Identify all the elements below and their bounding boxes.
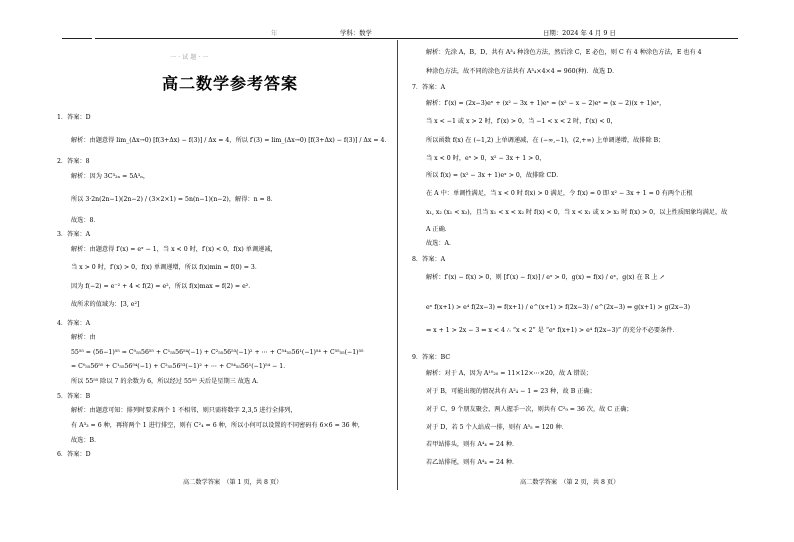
header-date: 日期：2024 年 4 月 9 日 — [543, 29, 616, 37]
q2-answer: 2．答案：8 — [57, 158, 90, 165]
header-faded-text: 年 — [175, 29, 278, 37]
faded-top-text: 一 · 试 题 · 一 — [170, 54, 209, 61]
q7-conclusion: 故选：A． — [426, 240, 456, 247]
q7-solution-line1: 解析：f′(x) = (2x−3)eˣ + (x² − 3x + 1)eˣ = (x² − x − 2)eˣ = (x − 2)(x + 1)eˣ， — [426, 100, 666, 107]
q7-solution-line7: x₁, x₂ (x₁ < x₂)，且当 x₁ < x < x₂ 时 f(x) < 0，当 x < x₁ 或 x > x₂ 时 f(x) > 0，以上性质图象均满足，故 — [426, 209, 728, 216]
q8-solution-line3: ⇔ x + 1 > 2x − 3 ⇔ x < 4 ∴ “x < 2” 是 “eˣ f(x+1) > e⁴ f(2x−3)” 的充分不必要条件． — [426, 327, 679, 334]
q7-solution-line8: A 正确． — [426, 226, 451, 233]
q8-solution-line2: eˣ f(x+1) > e⁴ f(2x−3) ⇔ f(x+1) / e^(x+1) > f(2x−3) / e^(2x−3) ⇔ g(x+1) > g(2x−3) — [426, 304, 691, 311]
q3-answer: 3．答案：A — [57, 231, 91, 238]
page-divider — [397, 40, 398, 490]
header-subject: 学科：数学 — [340, 29, 372, 37]
q9-answer: 9．答案：BC — [412, 354, 451, 361]
q3-solution-line2: 当 x > 0 时，f′(x) > 0，f(x) 单调递增，所以 f(x)min = f(0) = 3． — [71, 264, 262, 271]
q8-answer: 8．答案：A — [412, 256, 446, 263]
q4-solution-line3: = C⁰₅₅56⁵⁵ + C¹₅₅56⁵⁴(−1) + C²₅₅56⁵³(−1)² + ⋯ + C⁵⁴₅₅56¹(−1)⁵⁴ − 1． — [71, 363, 290, 370]
q2-conclusion: 故选：8． — [71, 217, 100, 224]
q5-answer: 5．答案：B — [57, 393, 91, 400]
page-title: 高二数学参考答案 — [162, 74, 299, 93]
q2-solution-line2: 所以 3·2n(2n−1)(2n−2) / (3×2×1) = 5n(n−1)(n−2)，解得：n = 8． — [71, 196, 277, 203]
q9-solution-d: 对于 D，若 5 个人站成一排，则有 A⁵₅ = 120 种． — [426, 424, 568, 431]
q3-solution-line1: 解析：由题意得 f′(x) = eˣ − 1，当 x < 0 时，f′(x) < 0，f(x) 单调递减， — [71, 246, 277, 253]
q4-solution-line2: 55⁵⁵ = (56−1)⁵⁵ = C⁰₅₅56⁵⁵ + C¹₅₅56⁵⁴(−1) + C²₅₅56⁵³(−1)² + ⋯ + C⁵⁴₅₅56¹(−1)⁵⁴ + C⁵⁵₅₅(−1)⁵⁵ — [71, 349, 364, 356]
left-footer: 高二数学答案 （第 1 页，共 8 页） — [183, 479, 283, 486]
q6-solution-line1: 解析：先涂 A，B，D，共有 A³₄ 种涂色方法，然后涂 C，E 必色，则 C 有 4 种涂色方法，E 也有 4 — [426, 49, 702, 56]
q7-solution-line4: 当 x < 0 时，eˣ > 0，x² − 3x + 1 > 0， — [426, 155, 546, 162]
right-footer: 高二数学答案 （第 2 页，共 8 页） — [520, 479, 620, 486]
q3-conclusion: 故所求的值域为：[3, e²] — [71, 301, 140, 308]
q7-solution-line3: 所以函数 f(x) 在 (−1,2) 上单调递减，在 (−∞,−1)，(2,+∞) 上单调递增，故排除 B； — [426, 137, 665, 144]
q5-conclusion: 故选：B． — [71, 437, 101, 444]
q1-solution: 解析：由题意得 lim_(Δx→0) [f(3+Δx) − f(3)] / Δx = 4，所以 f′(3) = lim_(Δx→0) [f(3+Δx) − f(3)] / Δx = 4． — [71, 137, 391, 144]
q6-answer: 6．答案：D — [57, 451, 91, 458]
q9-solution-d-case2: 若乙站排尾，则有 A⁴₄ = 24 种． — [426, 459, 519, 466]
q4-answer: 4．答案：A — [57, 320, 91, 327]
q6-solution-line2: 种涂色方法，故不同的涂色方法共有 A³₄×4×4 = 960(种)．故选 D． — [426, 68, 619, 75]
q4-conclusion: 所以 55⁵⁵ 除以 7 的余数为 6，所以经过 55⁵⁵ 天后是星期三 故选 A． — [71, 378, 263, 385]
q7-solution-line5: 所以 f(x) = (x² − 3x + 1)eˣ > 0，故排除 CD． — [426, 172, 563, 179]
q3-solution-line3: 因为 f(−2) = e⁻² + 4 < f(2) = e²，所以 f(x)max = f(2) = e²． — [71, 283, 255, 290]
q5-solution-line1: 解析：由题意可知：排列时要求两个 1 不相邻，则只需将数字 2,3,5 进行全排列， — [71, 407, 297, 414]
q8-solution-line1: 解析：f′(x) − f(x) > 0，则 [f′(x) − f(x)] / eˣ > 0，g(x) = f(x) / eˣ，g(x) 在 R 上 ↗ — [426, 274, 665, 281]
q7-answer: 7．答案：A — [412, 84, 446, 91]
header-rule — [95, 38, 735, 39]
q7-solution-line6: 在 A 中：单调性满足，当 x < 0 时 f(x) > 0 满足，令 f(x) = 0 即 x² − 3x + 1 = 0 有两个正根 — [426, 190, 693, 197]
q9-solution-b: 对于 B，可能出现的情况共有 A²₄ − 1 = 23 种，故 B 正确； — [426, 388, 596, 395]
q9-solution-c: 对于 C，9 个朋友聚会，两人握手一次，则共有 C²₉ = 36 次，故 C 正确； — [426, 406, 633, 413]
q1-answer: 1．答案：D — [57, 114, 91, 121]
q9-solution-a: 解析：对于 A，因为 A¹⁰₂₀ = 11×12×⋯×20，故 A 错误； — [426, 370, 593, 377]
q9-solution-d-case1: 若甲站排头，则有 A⁴₄ = 24 种． — [426, 441, 519, 448]
header-underline-right — [708, 38, 738, 39]
q7-solution-line2: 当 x < −1 或 x > 2 时，f′(x) > 0，当 −1 < x < 2 时，f′(x) < 0， — [426, 118, 617, 125]
q2-solution-line1: 解析：因为 3C³₂ₙ = 5A³ₙ， — [71, 173, 150, 180]
q5-solution-line2: 有 A³₃ = 6 种，再将两个 1 进行排空，则有 C²₄ = 6 种，所以小何可以设置的不同密码有 6×6 = 36 种， — [71, 422, 364, 429]
header-underline-left — [62, 38, 92, 39]
q4-solution-line1: 解析：由 — [71, 334, 96, 341]
